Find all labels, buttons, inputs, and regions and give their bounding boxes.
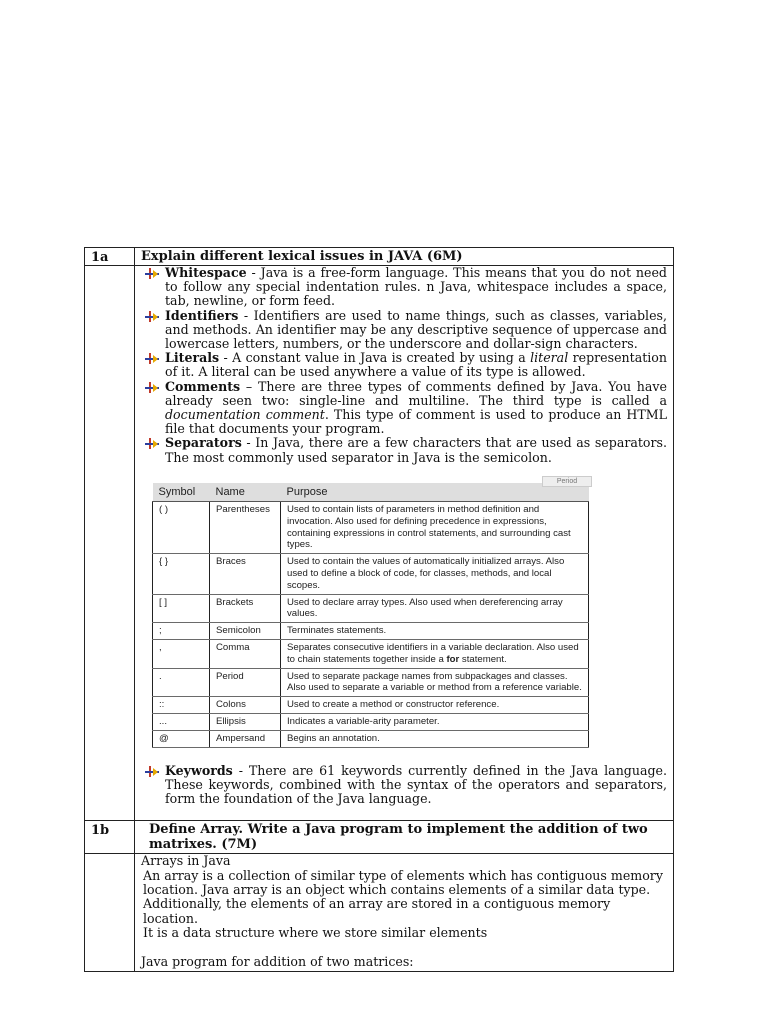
table-row bbox=[153, 668, 589, 697]
purpose-comma-bold: for bbox=[446, 653, 460, 665]
purpose-cell: Terminates statements. bbox=[281, 623, 589, 640]
bullet-arrow-icon bbox=[145, 353, 159, 364]
name-cell: Period bbox=[210, 668, 281, 697]
symbol-cell: @ bbox=[153, 730, 210, 747]
table-row bbox=[153, 594, 589, 623]
name-cell: Braces bbox=[210, 554, 281, 594]
text-keywords: - There are 61 keywords currently defined in the Java language. These keywords, combined with the syntax of the operators and separators, form the foundation of the Java language. bbox=[165, 762, 667, 806]
bullet-literals bbox=[139, 351, 667, 379]
answer-sheet bbox=[84, 247, 674, 969]
purpose-cell: Used to declare array types. Also used when dereferencing array values. bbox=[281, 594, 589, 623]
name-cell: Parentheses bbox=[210, 502, 281, 554]
term-identifiers: Identifiers bbox=[165, 307, 239, 323]
term-keywords: Keywords bbox=[165, 762, 233, 778]
purpose-comma-a: Separates consecutive identifiers in a variable declaration. Also used to chain statements together inside a bbox=[287, 642, 579, 665]
term-comments: Comments bbox=[165, 378, 241, 394]
arrays-data-structure: It is a data structure where we store similar elements bbox=[143, 925, 488, 941]
bullet-arrow-icon bbox=[145, 382, 159, 393]
keywords-bullet-list bbox=[135, 764, 673, 807]
symbol-cell: ( ) bbox=[153, 502, 210, 554]
arrays-heading: Arrays in Java bbox=[141, 853, 231, 869]
text-comments-italic: documentation comment bbox=[165, 407, 325, 423]
name-cell: Colons bbox=[210, 697, 281, 714]
q1b-number: 1b bbox=[85, 821, 135, 854]
purpose-cell: Used to create a method or constructor reference. bbox=[281, 697, 589, 714]
name-cell: Semicolon bbox=[210, 623, 281, 640]
text-identifiers: - Identifiers are used to name things, such as classes, variables, and methods. An identifier may be any descriptive sequence of uppercase and lowercase letters, numbers, or the underscore and dollar-sign characters. bbox=[165, 307, 667, 352]
symbol-cell: ... bbox=[153, 714, 210, 731]
text-literals-italic: literal bbox=[530, 350, 569, 366]
bullet-arrow-icon bbox=[145, 766, 159, 777]
q1b-number-empty bbox=[85, 854, 135, 972]
bullet-arrow-icon bbox=[145, 438, 159, 449]
table-row bbox=[153, 697, 589, 714]
name-cell: Brackets bbox=[210, 594, 281, 623]
answer-table bbox=[84, 247, 674, 972]
text-comments-a: – There are three types of comments defined by Java. You have already seen two: single-line and multiline. The third type is called a bbox=[165, 378, 667, 408]
q1b-content bbox=[135, 854, 674, 972]
term-literals: Literals bbox=[165, 350, 220, 366]
bullet-separators bbox=[139, 436, 667, 464]
q1b-title-row bbox=[85, 821, 674, 854]
q1a-number: 1a bbox=[85, 248, 135, 266]
name-cell: Comma bbox=[210, 640, 281, 669]
purpose-cell: Indicates a variable-arity parameter. bbox=[281, 714, 589, 731]
symbol-cell: , bbox=[153, 640, 210, 669]
symbol-cell: [ ] bbox=[153, 594, 210, 623]
text-literals-b: representation of it. A literal can be used anywhere a value of its type is allowed. bbox=[165, 350, 667, 380]
q1a-title: Explain different lexical issues in JAVA (6M) bbox=[135, 248, 674, 266]
symbol-cell: :: bbox=[153, 697, 210, 714]
name-cell: Ellipsis bbox=[210, 714, 281, 731]
bullet-identifiers bbox=[139, 309, 667, 352]
text-comments-b: . This type of comment is used to produce an HTML file that documents your program. bbox=[165, 407, 667, 437]
purpose-cell: Used to contain the values of automatically initialized arrays. Also used to define a block of code, for classes, methods, and local scopes. bbox=[281, 554, 589, 594]
bullet-comments bbox=[139, 380, 667, 437]
table-row bbox=[153, 554, 589, 594]
text-literals-a: - A constant value in Java is created by using a bbox=[219, 350, 531, 366]
bullet-whitespace bbox=[139, 266, 667, 309]
table-row bbox=[153, 623, 589, 640]
program-label: Java program for addition of two matrices: bbox=[141, 953, 414, 969]
corner-tab-label: Period bbox=[542, 476, 592, 487]
q1a-number-empty bbox=[85, 266, 135, 821]
separator-table-header bbox=[153, 483, 589, 502]
table-row bbox=[153, 640, 589, 669]
q1b-content-row bbox=[85, 854, 674, 972]
term-whitespace: Whitespace bbox=[165, 265, 247, 280]
term-separators: Separators bbox=[165, 435, 242, 451]
table-row bbox=[153, 730, 589, 747]
purpose-cell: Used to separate package names from subpackages and classes. Also used to separate a variable or method from a reference variable. bbox=[281, 668, 589, 697]
name-cell: Ampersand bbox=[210, 730, 281, 747]
bullet-keywords bbox=[139, 764, 667, 807]
q1a-title-row bbox=[85, 248, 674, 266]
lexical-bullet-list bbox=[135, 266, 673, 465]
text-separators: - In Java, there are a few characters that are used as separators. The most commonly used separator in Java is the semicolon. bbox=[165, 435, 667, 465]
table-row bbox=[153, 502, 589, 554]
bullet-arrow-icon bbox=[145, 311, 159, 322]
purpose-comma-b: statement. bbox=[459, 653, 507, 665]
purpose-cell: Used to contain lists of parameters in method definition and invocation. Also used for defining precedence in expressions, containing expressions in control statements, and surrounding cast types. bbox=[281, 502, 589, 554]
q1a-content bbox=[135, 266, 674, 821]
symbol-cell: . bbox=[153, 668, 210, 697]
bullet-arrow-icon bbox=[145, 268, 159, 279]
symbol-cell: ; bbox=[153, 623, 210, 640]
symbol-cell: { } bbox=[153, 554, 210, 594]
header-symbol: Symbol bbox=[153, 483, 210, 502]
header-name: Name bbox=[210, 483, 281, 502]
separator-table-image bbox=[152, 477, 592, 748]
purpose-cell bbox=[281, 640, 589, 669]
separator-table bbox=[152, 483, 589, 748]
table-row bbox=[153, 714, 589, 731]
q1b-title: Define Array. Write a Java program to implement the addition of two matrixes. (7M) bbox=[135, 821, 674, 854]
text-whitespace: - Java is a free-form language. This means that you do not need to follow any special indentation rules. n Java, whitespace includes a space, tab, newline, or form feed. bbox=[165, 265, 667, 309]
purpose-cell: Begins an annotation. bbox=[281, 730, 589, 747]
arrays-definition: An array is a collection of similar type of elements which has contiguous memory location. Java array is an object which contains elements of a similar data type. Additionally, the elements of an array are stored in a contiguous memory location. bbox=[143, 867, 663, 926]
q1a-content-row bbox=[85, 266, 674, 821]
header-purpose: Purpose bbox=[281, 483, 589, 502]
